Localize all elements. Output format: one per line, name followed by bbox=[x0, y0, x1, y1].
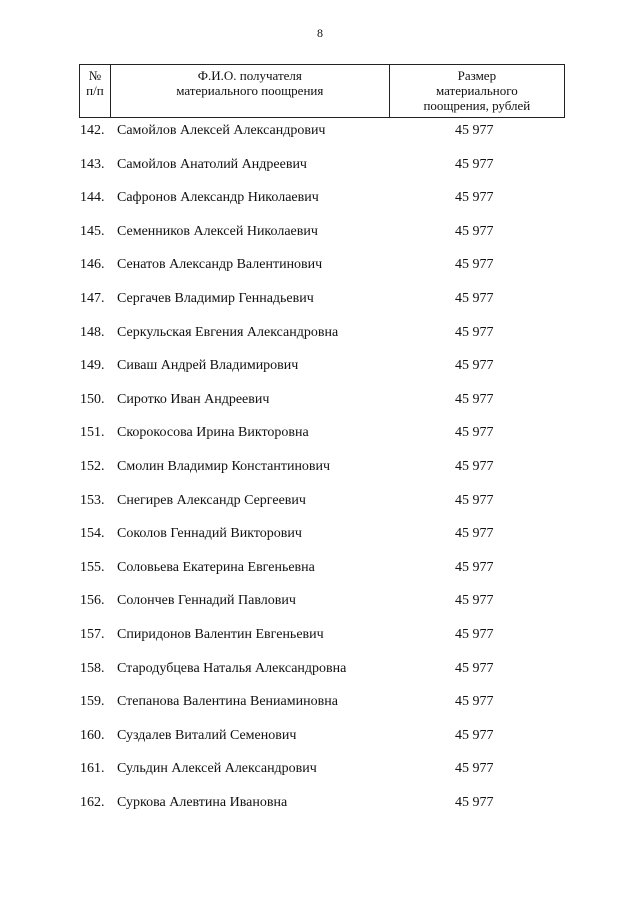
table-row bbox=[80, 625, 560, 659]
row-number: 159. bbox=[80, 694, 105, 710]
table-row bbox=[80, 222, 560, 256]
reward-amount: 45 977 bbox=[455, 526, 494, 542]
row-number: 146. bbox=[80, 257, 105, 273]
table-body bbox=[80, 121, 560, 826]
table-row bbox=[80, 659, 560, 693]
reward-amount: 45 977 bbox=[455, 223, 494, 239]
header-amount-line-1: Размер bbox=[457, 68, 497, 83]
row-number: 156. bbox=[80, 593, 105, 609]
reward-amount: 45 977 bbox=[455, 156, 494, 172]
recipient-name: Сиваш Андрей Владимирович bbox=[117, 358, 299, 374]
header-num-cell bbox=[80, 65, 110, 117]
header-num-line-1: № bbox=[88, 68, 102, 83]
row-number: 158. bbox=[80, 660, 105, 676]
table-row bbox=[80, 121, 560, 155]
header-num-line-2: п/п bbox=[86, 83, 104, 98]
table-row bbox=[80, 491, 560, 525]
recipient-name: Самойлов Алексей Александрович bbox=[117, 123, 326, 138]
table-row bbox=[80, 457, 560, 491]
row-number: 154. bbox=[80, 526, 105, 542]
header-name-line-2: материального поощрения bbox=[176, 83, 324, 98]
reward-amount: 45 977 bbox=[455, 190, 494, 206]
reward-amount: 45 977 bbox=[455, 727, 494, 743]
recipient-name: Стародубцева Наталья Александровна bbox=[117, 660, 347, 676]
reward-amount: 45 977 bbox=[455, 391, 494, 407]
page-number: 8 bbox=[317, 26, 323, 40]
row-number: 153. bbox=[80, 492, 105, 508]
recipient-name: Серкульская Евгения Александровна bbox=[117, 324, 339, 340]
recipient-name: Скорокосова Ирина Викторовна bbox=[117, 425, 309, 441]
table-row bbox=[80, 188, 560, 222]
recipient-name: Суздалев Виталий Семенович bbox=[117, 727, 297, 743]
row-number: 160. bbox=[80, 727, 105, 743]
row-number: 161. bbox=[80, 761, 105, 777]
recipient-name: Соколов Геннадий Викторович bbox=[117, 526, 302, 542]
header-amount-line-3: поощрения, рублей bbox=[423, 98, 531, 113]
reward-amount: 45 977 bbox=[455, 425, 494, 441]
reward-amount: 45 977 bbox=[455, 324, 494, 340]
reward-amount: 45 977 bbox=[455, 761, 494, 777]
row-number: 155. bbox=[80, 559, 105, 575]
row-number: 148. bbox=[80, 324, 105, 340]
recipient-name: Снегирев Александр Сергеевич bbox=[117, 492, 306, 508]
reward-amount: 45 977 bbox=[455, 794, 494, 810]
row-number: 147. bbox=[80, 290, 105, 306]
recipient-name: Сенатов Александр Валентинович bbox=[117, 257, 323, 273]
header-name-cell bbox=[110, 65, 389, 117]
table-row bbox=[80, 793, 560, 827]
recipient-name: Сульдин Алексей Александрович bbox=[117, 761, 317, 777]
table-header bbox=[79, 64, 565, 118]
table-row bbox=[80, 726, 560, 760]
recipient-name: Смолин Владимир Константинович bbox=[117, 458, 331, 474]
recipient-name: Суркова Алевтина Ивановна bbox=[117, 794, 288, 810]
row-number: 152. bbox=[80, 458, 105, 474]
table-row bbox=[80, 591, 560, 625]
reward-amount: 45 977 bbox=[455, 626, 494, 642]
header-name-line-1: Ф.И.О. получателя bbox=[197, 68, 302, 83]
table-row bbox=[80, 759, 560, 793]
recipient-name: Спиридонов Валентин Евгеньевич bbox=[117, 626, 324, 642]
table-row bbox=[80, 255, 560, 289]
recipient-name: Сафронов Александр Николаевич bbox=[117, 190, 319, 206]
reward-amount: 45 977 bbox=[455, 559, 494, 575]
table-row bbox=[80, 356, 560, 390]
header-amount-line-2: материального bbox=[435, 83, 518, 98]
recipient-name: Солончев Геннадий Павлович bbox=[117, 593, 296, 609]
recipient-name: Самойлов Анатолий Андреевич bbox=[117, 156, 307, 172]
recipient-name: Сиротко Иван Андреевич bbox=[117, 391, 270, 407]
reward-amount: 45 977 bbox=[455, 257, 494, 273]
reward-amount: 45 977 bbox=[455, 358, 494, 374]
reward-amount: 45 977 bbox=[455, 492, 494, 508]
reward-amount: 45 977 bbox=[455, 593, 494, 609]
row-number: 142. bbox=[80, 123, 105, 138]
reward-amount: 45 977 bbox=[455, 458, 494, 474]
table-row bbox=[80, 692, 560, 726]
table-row bbox=[80, 289, 560, 323]
row-number: 151. bbox=[80, 425, 105, 441]
reward-amount: 45 977 bbox=[455, 290, 494, 306]
recipient-name: Соловьева Екатерина Евгеньевна bbox=[117, 559, 315, 575]
row-number: 157. bbox=[80, 626, 105, 642]
recipient-name: Степанова Валентина Вениаминовна bbox=[117, 694, 338, 710]
table-row bbox=[80, 323, 560, 357]
recipient-name: Семенников Алексей Николаевич bbox=[117, 223, 318, 239]
row-number: 145. bbox=[80, 223, 105, 239]
reward-amount: 45 977 bbox=[455, 694, 494, 710]
row-number: 144. bbox=[80, 190, 105, 206]
row-number: 143. bbox=[80, 156, 105, 172]
reward-amount: 45 977 bbox=[455, 660, 494, 676]
header-amount-cell bbox=[389, 65, 564, 117]
reward-amount: 45 977 bbox=[455, 123, 494, 138]
table-row bbox=[80, 155, 560, 189]
recipient-name: Сергачев Владимир Геннадьевич bbox=[117, 290, 314, 306]
row-number: 162. bbox=[80, 794, 105, 810]
table-row bbox=[80, 390, 560, 424]
table-row bbox=[80, 524, 560, 558]
table-row bbox=[80, 423, 560, 457]
row-number: 149. bbox=[80, 358, 105, 374]
table-row bbox=[80, 558, 560, 592]
row-number: 150. bbox=[80, 391, 105, 407]
